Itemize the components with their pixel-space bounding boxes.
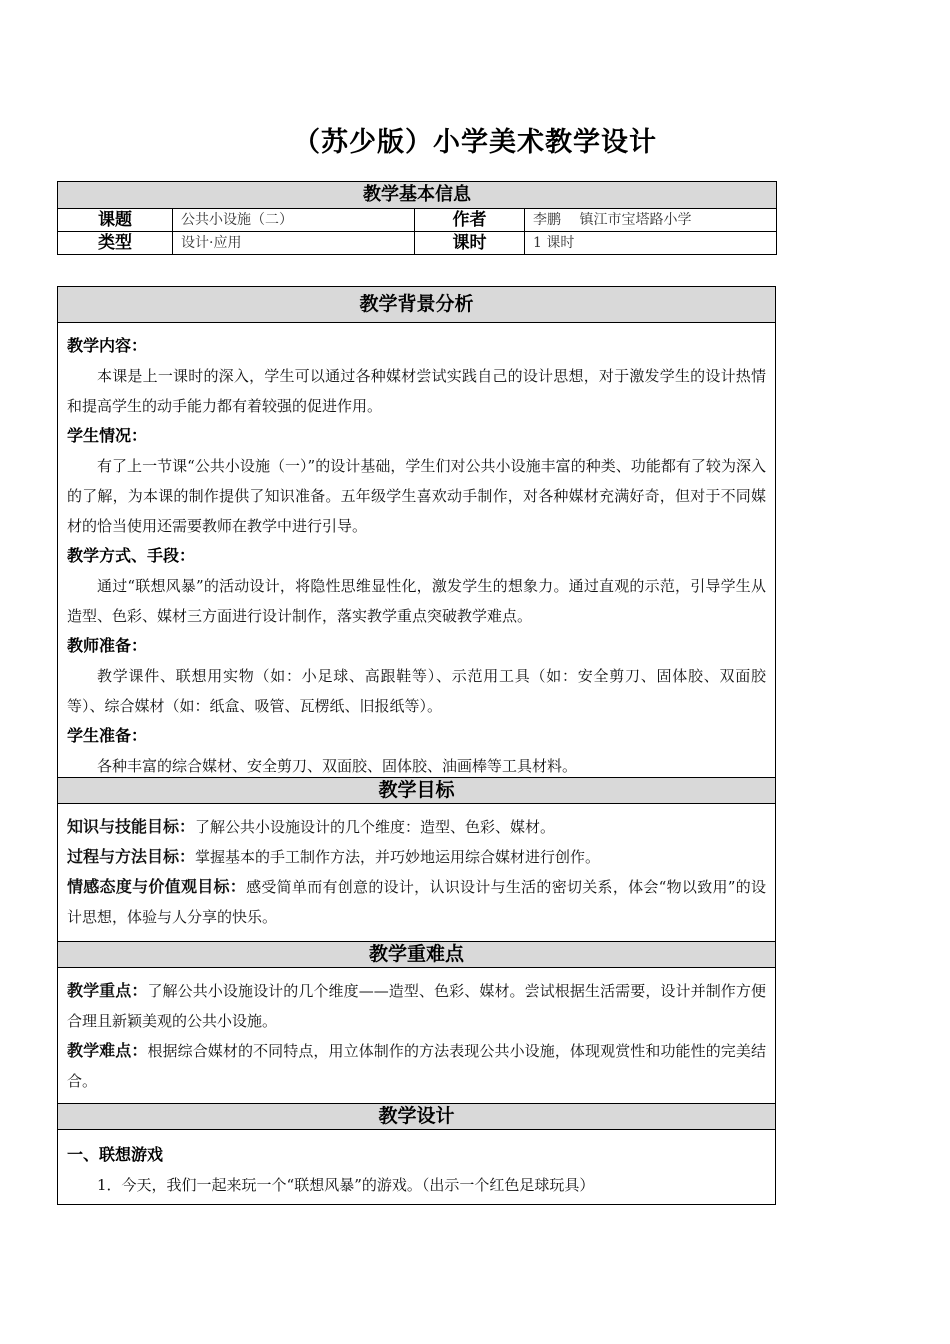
- knowledge-goal: [67, 812, 766, 842]
- student-prep-text: 各种丰富的综合媒材、安全剪刀、双面胶、固体胶、油画棒等工具材料。: [97, 757, 578, 775]
- knowledge-goal-label: 知识与技能目标：: [67, 817, 196, 836]
- teaching-focus: [67, 976, 766, 1036]
- page-title: （苏少版）小学美术教学设计: [293, 127, 657, 158]
- basic-info-table: [57, 181, 777, 255]
- background-header: 教学背景分析: [58, 287, 775, 323]
- process-goal-text: 掌握基本的手工制作方法，并巧妙地运用综合媒材进行创作。: [195, 848, 601, 866]
- goals-header: 教学目标: [58, 778, 775, 804]
- teaching-focus-label: 教学重点：: [67, 981, 148, 1000]
- teaching-difficulty: [67, 1036, 766, 1096]
- students-title: 学生情况：: [67, 426, 148, 445]
- lesson-plan-table: [57, 286, 776, 1205]
- student-prep-title: 学生准备：: [67, 726, 148, 745]
- design-header: 教学设计: [58, 1104, 775, 1130]
- methods-text: 通过“联想风暴”的活动设计，将隐性思维显性化，激发学生的想象力。通过直观的示范，引导学生从造型、色彩、媒材三方面进行设计制作，落实教学重点突破教学难点。: [67, 577, 766, 625]
- basic-info-header: 教学基本信息: [58, 182, 777, 209]
- knowledge-goal-text: 了解公共小设施设计的几个维度：造型、色彩、媒材。: [195, 818, 556, 836]
- emotion-goal: [67, 872, 766, 932]
- process-goal: [67, 842, 766, 872]
- type-label: 类型: [58, 232, 173, 255]
- methods-title: 教学方式、手段：: [67, 546, 196, 565]
- key-points-section: [58, 968, 775, 1104]
- emotion-goal-label: 情感态度与价值观目标：: [67, 877, 247, 896]
- design-section: [58, 1130, 775, 1204]
- content-title: 教学内容：: [67, 336, 148, 355]
- goals-section: [58, 804, 775, 942]
- teaching-difficulty-label: 教学难点：: [67, 1041, 148, 1060]
- topic-value: 公共小设施（二）: [173, 209, 415, 232]
- teaching-difficulty-text: 根据综合媒材的不同特点，用立体制作的方法表现公共小设施，体现观赏性和功能性的完美结合。: [67, 1042, 766, 1090]
- topic-label: 课题: [58, 209, 173, 232]
- type-value: 设计·应用: [173, 232, 415, 255]
- process-goal-label: 过程与方法目标：: [67, 847, 196, 866]
- teaching-focus-text: 了解公共小设施设计的几个维度——造型、色彩、媒材。尝试根据生活需要，设计并制作方便合理且新颖美观的公共小设施。: [67, 982, 766, 1030]
- emotion-goal-text: 感受简单而有创意的设计，认识设计与生活的密切关系，体会“物以致用”的设计思想，体验与人分享的快乐。: [67, 878, 766, 926]
- design-section1-title: 一、联想游戏: [67, 1145, 164, 1164]
- hours-value: 1 课时: [525, 232, 777, 255]
- teacher-prep-text: 教学课件、联想用实物（如：小足球、高跟鞋等）、示范用工具（如：安全剪刀、固体胶、双面胶等）、综合媒材（如：纸盒、吸管、瓦楞纸、旧报纸等）。: [67, 667, 766, 715]
- background-section: [58, 323, 775, 778]
- key-points-header: 教学重难点: [58, 942, 775, 968]
- content-text: 本课是上一课时的深入，学生可以通过各种媒材尝试实践自己的设计思想，对于激发学生的设计热情和提高学生的动手能力都有着较强的促进作用。: [67, 367, 766, 415]
- hours-label: 课时: [415, 232, 525, 255]
- teacher-prep-title: 教师准备：: [67, 636, 148, 655]
- design-item-1: 1．今天，我们一起来玩一个“联想风暴”的游戏。（出示一个红色足球玩具）: [97, 1176, 595, 1194]
- students-text: 有了上一节课“公共小设施（一）”的设计基础，学生们对公共小设施丰富的种类、功能都有了较为深入的了解，为本课的制作提供了知识准备。五年级学生喜欢动手制作，对各种媒材充满好奇，但对于不同媒材的恰当使用还需要教师在教学中进行引导。: [67, 457, 766, 535]
- author-value: 李鹏 镇江市宝塔路小学: [525, 209, 777, 232]
- author-label: 作者: [415, 209, 525, 232]
